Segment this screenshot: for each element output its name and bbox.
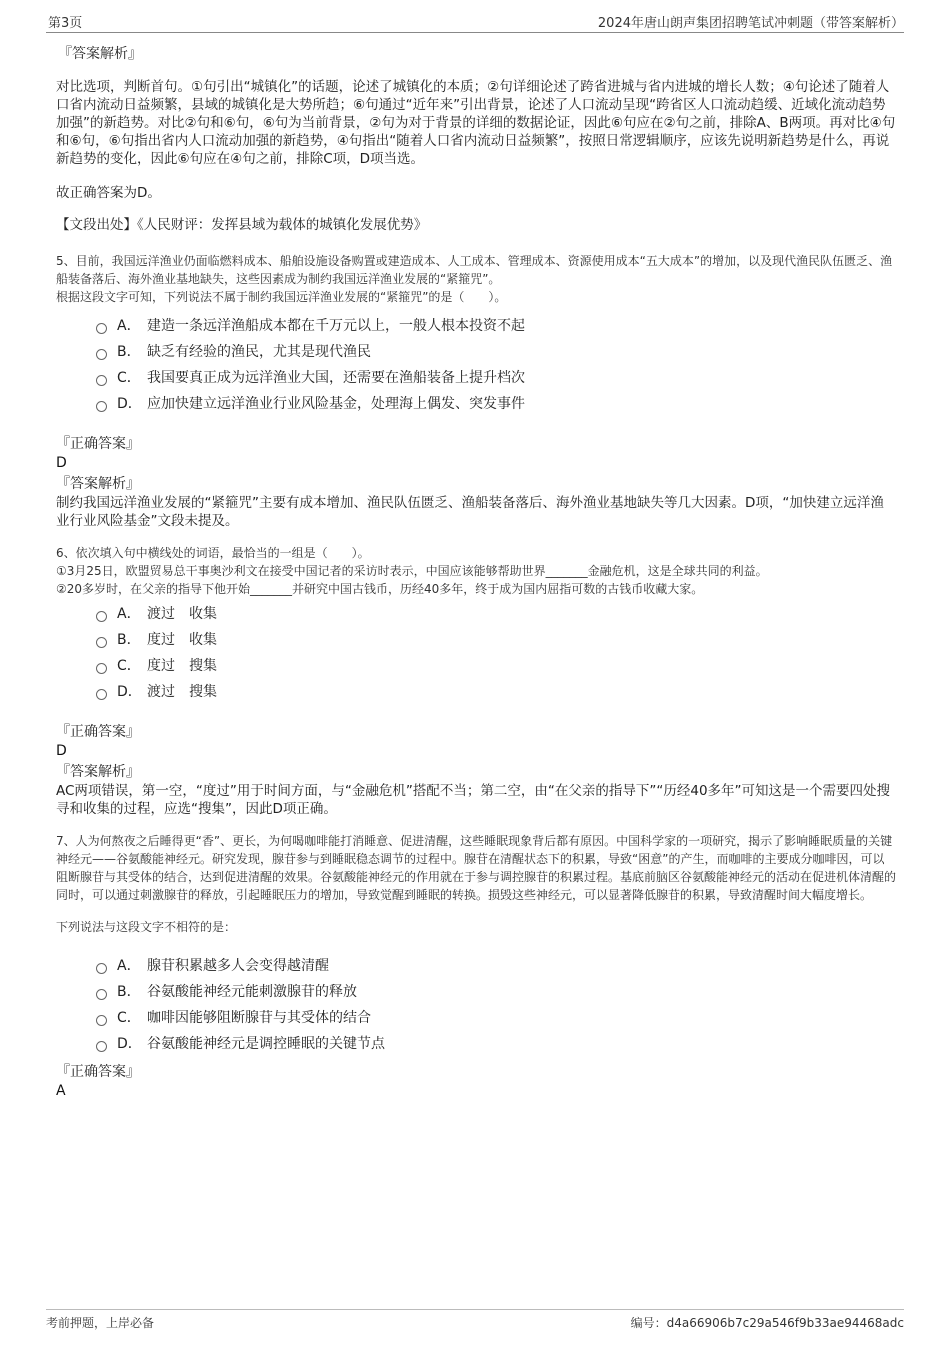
question-6 [56,544,896,818]
document-title: 2024年唐山朗声集团招聘笔试冲刺题（带答案解析） [597,16,904,31]
option-d[interactable]: D． 应加快建立远洋渔业行业风险基金，处理海上偶发、突发事件 [96,390,896,416]
analysis-tag: 『答案解析』 [58,46,142,62]
option-d[interactable]: D． 谷氨酸能神经元是调控睡眠的关键节点 [96,1030,896,1056]
option-b[interactable]: B． 谷氨酸能神经元能刺激腺苷的释放 [96,978,896,1004]
analysis-conclusion: 故正确答案为D。 [56,185,161,201]
option-b[interactable]: B． 度过 收集 [96,626,896,652]
option-list [96,600,896,704]
radio-button[interactable] [96,689,107,700]
radio-button[interactable] [96,1015,107,1026]
radio-button[interactable] [96,611,107,622]
option-c[interactable]: C． 我国要真正成为远洋渔业大国，还需要在渔船装备上提升档次 [96,364,896,390]
correct-answer-tag: 『正确答案』 [56,436,140,452]
radio-button[interactable] [96,375,107,386]
radio-button[interactable] [96,401,107,412]
header-divider [46,32,904,33]
option-list [96,312,896,416]
sentence-2: ②20多岁时，在父亲的指导下他开始_______并研究中国古钱币，历经40多年，终于成为国内屈指可数的古钱币收藏大家。 [56,582,704,596]
radio-button[interactable] [96,963,107,974]
correct-answer: A [56,1083,66,1099]
question-stem: 6、依次填入句中横线处的词语，最恰当的一组是（ ）。 [56,546,370,560]
option-list [96,952,896,1056]
correct-answer-tag: 『正确答案』 [56,724,140,740]
correct-answer-tag: 『正确答案』 [56,1064,140,1080]
analysis-tag: 『答案解析』 [56,764,140,780]
radio-button[interactable] [96,989,107,1000]
option-a[interactable]: A． 渡过 收集 [96,600,896,626]
radio-button[interactable] [96,349,107,360]
footer-divider [46,1309,904,1310]
correct-answer: D [56,455,67,471]
radio-button[interactable] [96,637,107,648]
source-citation: 【文段出处】《人民财评：发挥县域为载体的城镇化发展优势》 [56,217,428,233]
radio-button[interactable] [96,1041,107,1052]
correct-answer: D [56,743,67,759]
question-prompt: 下列说法与这段文字不相符的是： [56,920,237,934]
footer-slogan: 考前押题，上岸必备 [46,1316,155,1330]
analysis-tag: 『答案解析』 [56,476,140,492]
question-stem: 5、目前，我国远洋渔业仍面临燃料成本、船舶设施设备购置或建造成本、人工成本、管理成本、资源使用成本“五大成本”的增加，以及现代渔民队伍匮乏、渔船装备落后、海外渔业基地缺失，这些因素成为制约我国远洋渔业发展的“紧箍咒”。 [56,254,893,286]
option-d[interactable]: D． 渡过 搜集 [96,678,896,704]
question-stem: 7、人为何熬夜之后睡得更“香”、更长，为何喝咖啡能打消睡意、促进清醒，这些睡眠现象背后都有原因。中国科学家的一项研究，揭示了影响睡眠质量的关键神经元——谷氨酸能神经元。研究发现，腺苷参与到睡眠稳态调节的过程中。腺苷在清醒状态下的积累，导致“困意”的产生，而咖啡的主要成分咖啡因，可以阻断腺苷与其受体的结合，达到促进清醒的效果。谷氨酸能神经元的作用就在于参与调控腺苷的积累过程。基底前脑区谷氨酸能神经元的活动在促进机体清醒的同时，可以通过刺激腺苷的释放，引起睡眠压力的增加，导致觉醒到睡眠的转换。损毁这些神经元，可以显著降低腺苷的积累，导致清醒时间大幅度增长。 [56,834,897,902]
analysis-text: AC两项错误，第一空，“度过”用于时间方面，与“金融危机”搭配不当；第二空，由“在父亲的指导下”“历经40多年”可知这是一个需要四处搜寻和收集的过程，应选“搜集”，因此D项正确。 [56,783,891,817]
option-b[interactable]: B． 缺乏有经验的渔民，尤其是现代渔民 [96,338,896,364]
radio-button[interactable] [96,663,107,674]
document-id: 编号：d4a66906b7c29a546f9b33ae94468adc [630,1316,904,1330]
analysis-text: 对比选项，判断首句。①句引出“城镇化”的话题，论述了城镇化的本质；②句详细论述了跨省进城与省内进城的增长人数；④句论述了随着人口省内流动日益频繁，县域的城镇化是大势所趋；⑥句通过“近年来”引出背景，论述了人口流动呈现“跨省区人口流动趋缓、近域化流动趋势加强”的新趋势。对比②句和⑥句，⑥句为当前背景，②句为对于背景的详细的数据论证，因此⑥句应在②句之前，排除A、B两项。再对比④句和⑥句，⑥句指出省内人口流动加强的新趋势，④句指出“随着人口省内流动日益频繁”，按照日常逻辑顺序，应该先说明新趋势是什么，再说新趋势的变化，因此⑥句应在④句之前，排除C项，D项当选。 [56,79,896,167]
page-header [0,0,950,34]
analysis-text: 制约我国远洋渔业发展的“紧箍咒”主要有成本增加、渔民队伍匮乏、渔船装备落后、海外渔业基地缺失等几大因素。D项，“加快建立远洋渔业行业风险基金”文段未提及。 [56,495,884,529]
option-a[interactable]: A． 建造一条远洋渔船成本都在千万元以上，一般人根本投资不起 [96,312,896,338]
option-a[interactable]: A． 腺苷积累越多人会变得越清醒 [96,952,896,978]
page-number: 第3页 [48,16,83,31]
question-prompt: 根据这段文字可知，下列说法不属于制约我国远洋渔业发展的“紧箍咒”的是（ ）。 [56,290,507,304]
sentence-1: ①3月25日，欧盟贸易总干事奥沙利文在接受中国记者的采访时表示，中国应该能够帮助世界_______金融危机，这是全球共同的利益。 [56,564,768,578]
document-body [56,44,896,1100]
option-c[interactable]: C． 度过 搜集 [96,652,896,678]
radio-button[interactable] [96,323,107,334]
question-7 [56,832,896,1100]
question-5 [56,252,896,530]
analysis-block-previous [56,44,896,234]
option-c[interactable]: C． 咖啡因能够阻断腺苷与其受体的结合 [96,1004,896,1030]
